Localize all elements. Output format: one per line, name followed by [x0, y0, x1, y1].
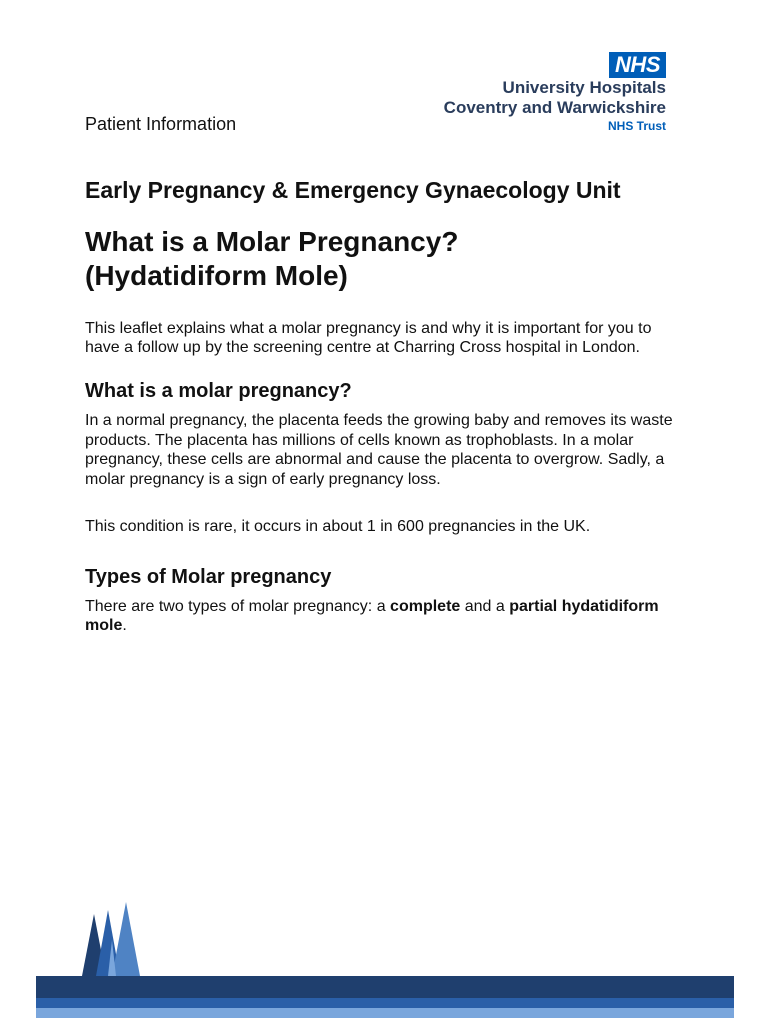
- patient-information-label: Patient Information: [85, 114, 237, 134]
- types-text-end: .: [122, 617, 127, 634]
- org-name-line1: University Hospitals: [502, 78, 666, 97]
- document-body: [85, 176, 685, 656]
- types-text-middle: and a: [460, 597, 510, 615]
- nhs-trust-logo: [444, 52, 666, 134]
- unit-title: Early Pregnancy & Emergency Gynaecology Unit: [85, 177, 621, 203]
- section-heading-what-is: What is a molar pregnancy?: [85, 380, 352, 402]
- intro-paragraph: This leaflet explains what a molar pregnancy is and why it is important for you to have a follow up by the screening centre at Charring Cross hospital in London.: [85, 320, 652, 356]
- section-what-is-paragraph-2: This condition is rare, it occurs in about 1 in 600 pregnancies in the UK.: [85, 518, 591, 535]
- types-bold-partial: partial hydatidiform mole: [85, 597, 659, 634]
- footer-band-dark: [36, 976, 734, 998]
- section-types-paragraph: [85, 597, 685, 636]
- footer-spire-right: [112, 902, 140, 976]
- types-bold-complete: complete: [390, 597, 461, 615]
- nhs-badge: NHS: [609, 52, 666, 78]
- document-title: [85, 225, 685, 293]
- footer-band-mid: [36, 998, 734, 1008]
- types-text-before: There are two types of molar pregnancy: a: [85, 597, 391, 615]
- document-title-line2: (Hydatidiform Mole): [85, 260, 348, 291]
- footer-spires-graphic: [0, 896, 768, 1024]
- document-title-line1: What is a Molar Pregnancy?: [85, 226, 459, 257]
- section-what-is-paragraph-1: In a normal pregnancy, the placenta feeds the growing baby and removes its waste products. The placenta has millions of cells known as trophoblasts. In a molar pregnancy, these cells are abnormal and cause the placenta to overgrow. Sadly, a molar pregnancy is a sign of early pregnancy loss.: [85, 412, 673, 488]
- org-name-trust: NHS Trust: [607, 119, 666, 133]
- org-name-line2: Coventry and Warwickshire: [443, 98, 666, 117]
- section-heading-types: Types of Molar pregnancy: [85, 565, 332, 588]
- footer-band-light: [36, 1008, 734, 1018]
